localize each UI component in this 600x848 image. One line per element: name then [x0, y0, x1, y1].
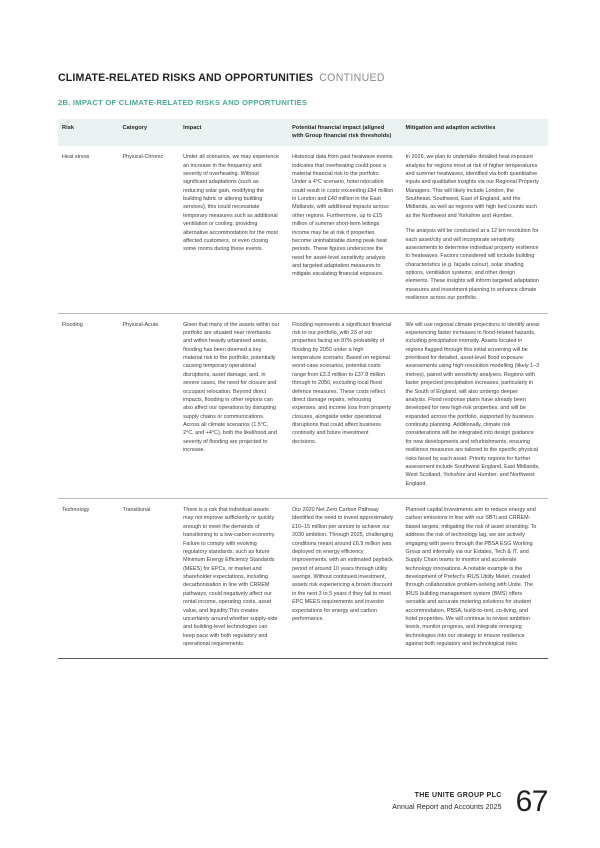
cell-mitigation: [402, 146, 548, 313]
cell-category: Physical-Acute: [119, 313, 180, 499]
page-title-continued: CONTINUED: [319, 72, 385, 84]
footer-report-name: Annual Report and Accounts 2025: [392, 804, 502, 812]
section-subtitle: 2B. IMPACT OF CLIMATE-RELATED RISKS AND OPPORTUNITIES: [58, 98, 308, 107]
paragraph: There is a risk that individual assets may not improve sufficiently or quickly enough to meet the demands of transitioning to a low-carbon economy. Failure to comply with evolving regulatory standards, such as future Minimum Energy Efficiency Standards (MEES) for EPCs, or market and shareholder expectations, including decarbonisation in line with CRREM pathways, could negatively affect our rental income, operating costs, asset value, and liquidity.This creates uncertainty around whether supply-side and building-level technologies can keep pace with both regulatory and operational requirements.: [183, 507, 278, 648]
cell-financial-impact: [288, 146, 401, 313]
paragraph: We will use regional climate projections to identify areas experiencing faster increases in flood-related hazards, including precipitation intensity. Assets located in regions flagged through this initial screening will be prioritised for detailed, asset-level flood exposure assessments using high-resolution modelling (likely 1–3 metres), paired with sensitivity analyses. Regions with faster projected precipitation increases, particularly in the South of England, will also undergo deeper analysis. Flood response plans have already been developed for new high-risk properties, and will be expanded across the portfolio, supported by business continuity planning. Additionally, climate risk considerations will be integrated into design guidance for new developments and refurbishments, ensuring resilience measures are tailored to the specific physical risks faced by each asset. Priority regions for further assessment include Southwest England, East Midlands, West Scotland, Yorkshire and Humber, and Northwest England.: [405, 321, 540, 487]
table-body: [58, 146, 548, 659]
page-number: 67: [515, 784, 548, 818]
cell-impact: [179, 146, 288, 313]
paragraph: Under all scenarios, we may experience an increase in the frequency and severity of overheating. Without significant adaptations (such as reducing solar gain, modifying the building fabric or altering building services), this could necessitate temporary measures such as additional ventilation or cooling, providing alternative accommodation for the most affected customers, or even closing some rooms during these events.: [183, 154, 280, 253]
paragraph: The analysis will be conducted at a 12 km resolution for each asset/city and will incorporate sensitivity assessments to determine individual property resilience to heatwaves. Factors considered will include building characteristics (e.g. façade colour), solar shading options, ventilation systems, and other design elements. These insights will inform targeted adaptation measures and investment planning to enhance climate resilience across our portfolio.: [405, 228, 540, 302]
cell-financial-impact: [288, 313, 401, 499]
table-head: [58, 119, 548, 146]
cell-risk: Flooding: [58, 313, 119, 499]
cell-risk: Technology: [58, 499, 119, 659]
paragraph: Historical data from past heatwave events indicates that overheating could pose a material financial risk to the portfolio. Under a 4°C scenario, hotel relocation could result in costs exceeding £84 million in London and £40 million in the East Midlands, with additional impacts across other regions. Furthermore, up to £15 million of summer short-term lettings income may be at risk if properties become uninhabitable during peak heat periods. These figures underscore the need for asset-level sensitivity analysis and targeted adaptation measures to mitigate escalating financial exposure.: [292, 154, 394, 278]
cell-risk: Heat stress: [58, 146, 119, 313]
paragraph: In 2026, we plan to undertake detailed heat exposure analysis for regions most at risk of higher temperatures and summer heatwaves, identified via both quantitative inputs and qualitative insights via our Regional Property Managers. This will likely include London, the Southeast, Southwest, East of England, and the Midlands, as well as regions with high bed counts such as the Northwest and Yorkshire and Humber.: [405, 154, 539, 219]
paragraph: Given that many of the assets within our portfolio are situated near riverbanks and within heavily urbanised areas, flooding has been deemed a key material risk to the portfolio, potentially causing temporary operational disruptions, asset damage, and, in severe cases, the need for closure and occupant relocation. Beyond direct impacts, flooding in other regions can also affect our operations by disrupting supply chains or communications. Across all climate scenarios (1.5°C, 2°C, and +4°C), both the likelihood and severity of flooding are projected to increase.: [183, 321, 280, 454]
column-header-risk: Risk: [58, 119, 119, 146]
paragraph: Planned capital investments aim to reduce energy and carbon emissions in line with our SBTi and CRREM-based targets, mitigating the risk of asset stranding. To address the risk of technology lag, we are actively engaging with peers through the PBSA ESG Working Group and internally via our Estates, Tech & IT, and Supply Chain teams to monitor and accelerate technology innovations. A notable example is the development of Prefect's IRUS Utility Meter, created through collaborative problem-solving with Unite. The IRUS building management system (BMS) offers versatile and accurate metering solutions for student accommodation, PBSA, build-to-rent, co-living, and hotel properties. We will continue to review ambition levels, monitor progress, and integrate emerging technologies into our strategy to ensure resilience against both regulatory and technological risks.: [405, 507, 537, 648]
cell-mitigation: [402, 499, 548, 659]
cell-category: Physical-Chronic: [119, 146, 180, 313]
page-header: [58, 72, 548, 84]
page-footer: [392, 784, 548, 818]
table-header-row: [58, 119, 548, 146]
cell-impact: [179, 313, 288, 499]
cell-mitigation: [402, 313, 548, 499]
page-title: CLIMATE-RELATED RISKS AND OPPORTUNITIES: [58, 72, 314, 84]
table-row: [58, 313, 548, 499]
table-row: [58, 499, 548, 659]
footer-text-block: [392, 790, 501, 814]
cell-financial-impact: [288, 499, 401, 659]
paragraph: Our 2020 Net Zero Carbon Pathway identified the need to invest approximately £10–15 million per annum to achieve our 2030 ambition. Through 2025, challenging conditions meant around £6.9 million was deployed on energy efficiency improvements, with an estimated payback period of around 10 years through utility savings. Without continued investment, assets risk experiencing a brown discount in the next 3 to 5 years if they fail to meet EPC MEES requirements and investor expectations for energy and carbon performance.: [292, 507, 394, 622]
column-header-financial-impact: Potential financial impact (aligned with Group financial risk thresholds): [288, 119, 401, 146]
cell-category: Transitional: [119, 499, 180, 659]
table-row: [58, 146, 548, 313]
column-header-impact: Impact: [179, 119, 288, 146]
column-header-category: Category: [119, 119, 180, 146]
cell-impact: [179, 499, 288, 659]
paragraph: Flooding represents a significant financial risk to our portfolio, with 23 of our properties facing an 87% probability of flooding by 2050 under a high temperature scenario. Based on regional worst-case scenarios, potential costs range from £3.3 million to £37.8 million through to 2050, excluding local flood defence measures. These costs reflect direct damage repairs, rehousing expenses, and income loss from property closures, alongside wider operational disruptions that could affect business continuity and future investment decisions.: [292, 321, 392, 445]
column-header-mitigation: Mitigation and adaption activities: [402, 119, 548, 146]
climate-risks-table: [58, 119, 548, 659]
footer-company-name: THE UNITE GROUP PLC: [414, 792, 502, 800]
